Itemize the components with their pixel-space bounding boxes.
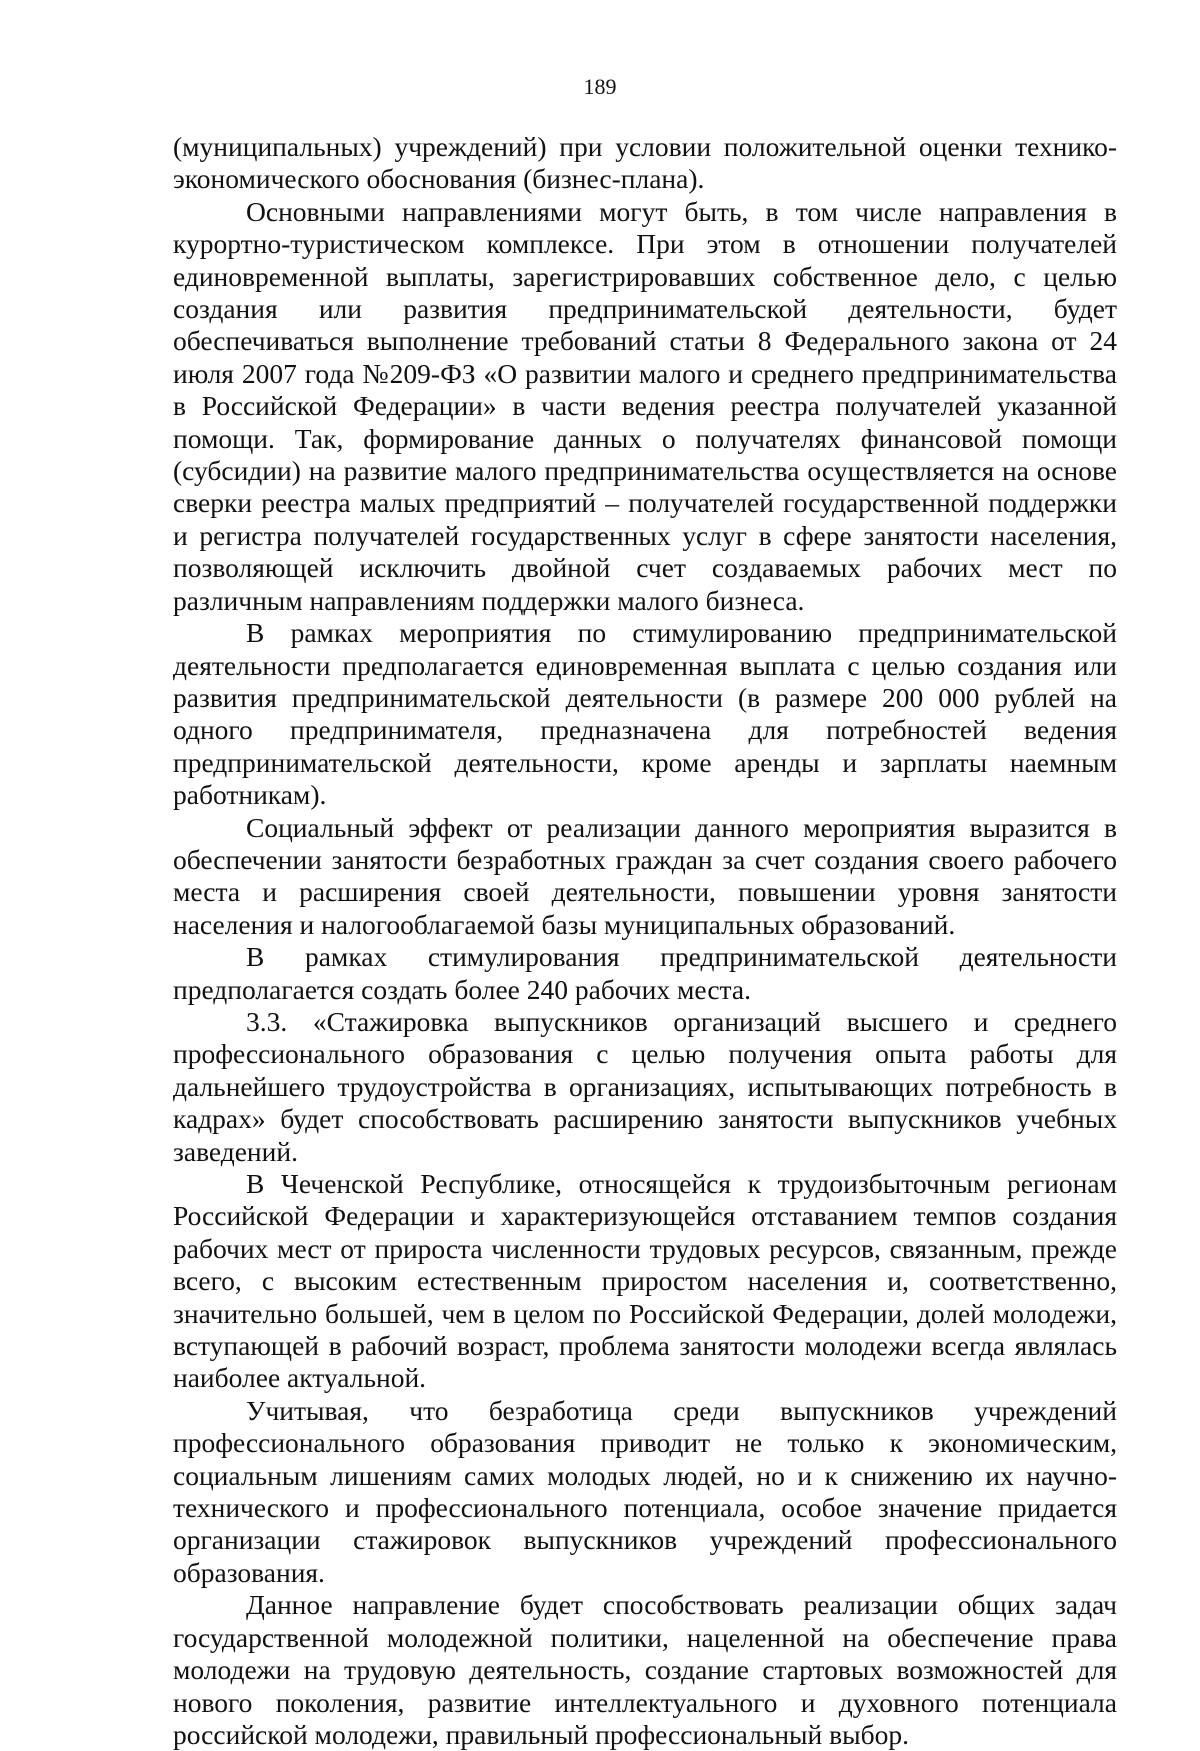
page-number: 189 [583,74,617,99]
paragraph-entrepreneurship-payment: В рамках мероприятия по стимулированию предпринимательской деятельности предполагается единовременная выплата с целью создания или развития предпринимательской деятельности (в размере 200 000 рублей на одного предпринимателя, предназначена для потребностей ведения предпринимательской деятельности, кроме аренды и зарплаты наемным работникам). [173,617,1117,811]
paragraph-social-effect: Социальный эффект от реализации данного мероприятия выразится в обеспечении занятости безработных граждан за счет создания своего рабочего места и расширения своей деятельности, повышении уровня занятости населения и налогооблагаемой базы муниципальных образований. [173,811,1117,940]
paragraph-continuation: (муниципальных) учреждений) при условии положительной оценки технико-экономического обоснования (бизнес-плана). [173,131,1117,195]
paragraph-chechen-republic: В Чеченской Республике, относящейся к трудоизбыточным регионам Российской Федерации и характеризующейся отставанием темпов создания рабочих мест от прироста численности трудовых ресурсов, связанным, прежде всего, с высоким естественным приростом населения и, соответственно, значительно большей, чем в целом по Российской Федерации, долей молодежи, вступающей в рабочий возраст, проблема занятости молодежи всегда являлась наиболее актуальной. [173,1168,1117,1394]
paragraph-section-3-3: 3.3. «Стажировка выпускников организаций высшего и среднего профессионального образования с целью получения опыта работы для дальнейшего трудоустройства в организациях, испытывающих потребность в кадрах» будет способствовать расширению занятости выпускников учебных заведений. [173,1005,1117,1167]
paragraph-youth-policy: Данное направление будет способствовать реализации общих задач государственной молодежной политики, нацеленной на обеспечение права молодежи на трудовую деятельность, создание стартовых возможностей для нового поколения, развитие интеллектуального и духовного потенциала российской молодежи, правильный профессиональный выбор. [173,1589,1117,1750]
paragraph-jobs-created: В рамках стимулирования предпринимательской деятельности предполагается создать более 240 рабочих места. [173,941,1117,1005]
paragraph-main-directions: Основными направлениями могут быть, в том числе направления в курортно-туристическом комплексе. При этом в отношении получателей единовременной выплаты, зарегистрировавших собственное дело, с целью создания или развития предпринимательской деятельности, будет обеспечиваться выполнение требований статьи 8 Федерального закона от 24 июля 2007 года №209-ФЗ «О развитии малого и среднего предпринимательства в Российской Федерации» в части ведения реестра получателей указанной помощи. Так, формирование данных о получателях финансовой помощи (субсидии) на развитие малого предпринимательства осуществляется на основе сверки реестра малых предприятий – получателей государственной поддержки и регистра получателей государственных услуг в сфере занятости населения, позволяющей исключить двойной счет создаваемых рабочих мест по различным направлениям поддержки малого бизнеса. [173,195,1117,616]
document-body [173,131,1117,1751]
paragraph-unemployment-graduates: Учитывая, что безработица среди выпускников учреждений профессионального образования приводит не только к экономическим, социальным лишениям самих молодых людей, но и к снижению их научно-технического и профессионального потенциала, особое значение придается организации стажировок выпускников учреждений профессионального образования. [173,1394,1117,1588]
